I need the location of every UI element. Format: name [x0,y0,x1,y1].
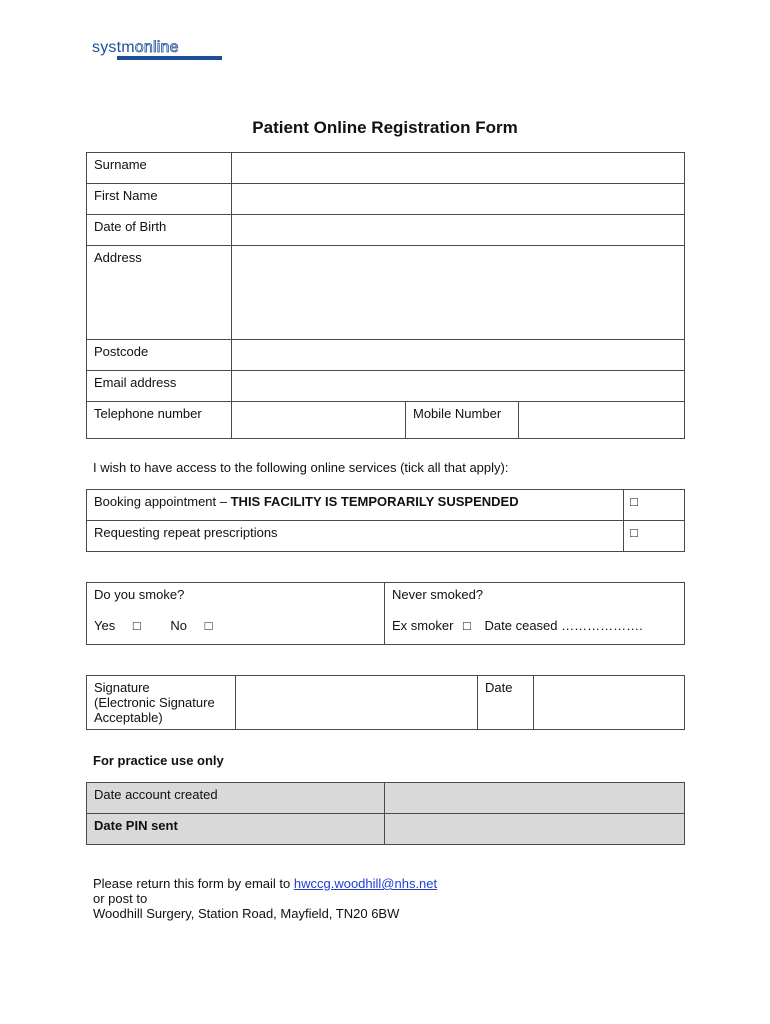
smoking-question: Do you smoke? [94,587,185,602]
practice-use-heading: For practice use only [93,753,224,768]
logo-text-b: online [134,39,179,56]
return-text: Please return this form by email to [93,876,294,891]
first-name-field[interactable] [232,184,685,215]
signature-label-line1: Signature [94,680,150,695]
dob-field[interactable] [232,215,685,246]
email-label: Email address [87,371,232,402]
signature-label-line2: (Electronic Signature [94,695,215,710]
practice-use-table [86,782,685,845]
repeat-prescriptions-checkbox[interactable]: □ [624,521,685,552]
postcode-field[interactable] [232,340,685,371]
postcode-label: Postcode [87,340,232,371]
logo-bar [117,56,222,60]
date-pin-sent-label: Date PIN sent [87,814,385,845]
ex-smoker-checkbox[interactable]: □ [463,618,471,633]
date-pin-sent-field [385,814,685,845]
first-name-label: First Name [87,184,232,215]
services-intro: I wish to have access to the following online services (tick all that apply): [93,460,509,475]
signature-date-label: Date [478,676,534,730]
page-title: Patient Online Registration Form [252,118,518,137]
booking-checkbox[interactable]: □ [624,490,685,521]
booking-row-label [87,490,624,521]
personal-details-table [86,152,685,439]
smoking-history-cell [385,583,685,645]
mobile-label: Mobile Number [406,402,519,439]
never-smoked-label: Never smoked? [392,587,484,602]
ex-smoker-label: Ex smoker [392,618,454,633]
mobile-field[interactable] [519,402,685,439]
signature-field[interactable] [236,676,478,730]
email-field[interactable] [232,371,685,402]
smoke-yes-label: Yes [94,618,116,633]
telephone-field[interactable] [232,402,406,439]
surgery-address: Woodhill Surgery, Station Road, Mayfield, TN20 6BW [93,906,400,921]
signature-label [87,676,236,730]
signature-table [86,675,685,730]
date-account-created-field [385,783,685,814]
smoking-table [86,582,685,645]
address-field[interactable] [232,246,685,340]
systmonline-logo [92,40,224,64]
return-email-link[interactable]: hwccg.woodhill@nhs.net [293,876,438,891]
surname-label: Surname [87,153,232,184]
surname-field[interactable] [232,153,685,184]
smoking-question-cell [87,583,385,645]
telephone-label: Telephone number [87,402,232,439]
return-instructions [93,876,437,921]
signature-label-line3: Acceptable) [94,710,163,725]
services-table [86,489,685,552]
date-ceased-label: Date ceased ………………. [484,618,643,633]
smoke-no-label: No [170,618,187,633]
date-account-created-label: Date account created [87,783,385,814]
repeat-prescriptions-label: Requesting repeat prescriptions [87,521,624,552]
booking-label: Booking appointment – [94,494,231,509]
smoke-yes-checkbox[interactable]: □ [132,618,141,633]
address-label: Address [87,246,232,340]
logo-text-a: systm [92,39,135,56]
or-post-text: or post to [93,891,148,906]
smoke-no-checkbox[interactable]: □ [204,618,213,633]
signature-date-field[interactable] [534,676,685,730]
dob-label: Date of Birth [87,215,232,246]
booking-suspended-notice: THIS FACILITY IS TEMPORARILY SUSPENDED [230,494,519,509]
